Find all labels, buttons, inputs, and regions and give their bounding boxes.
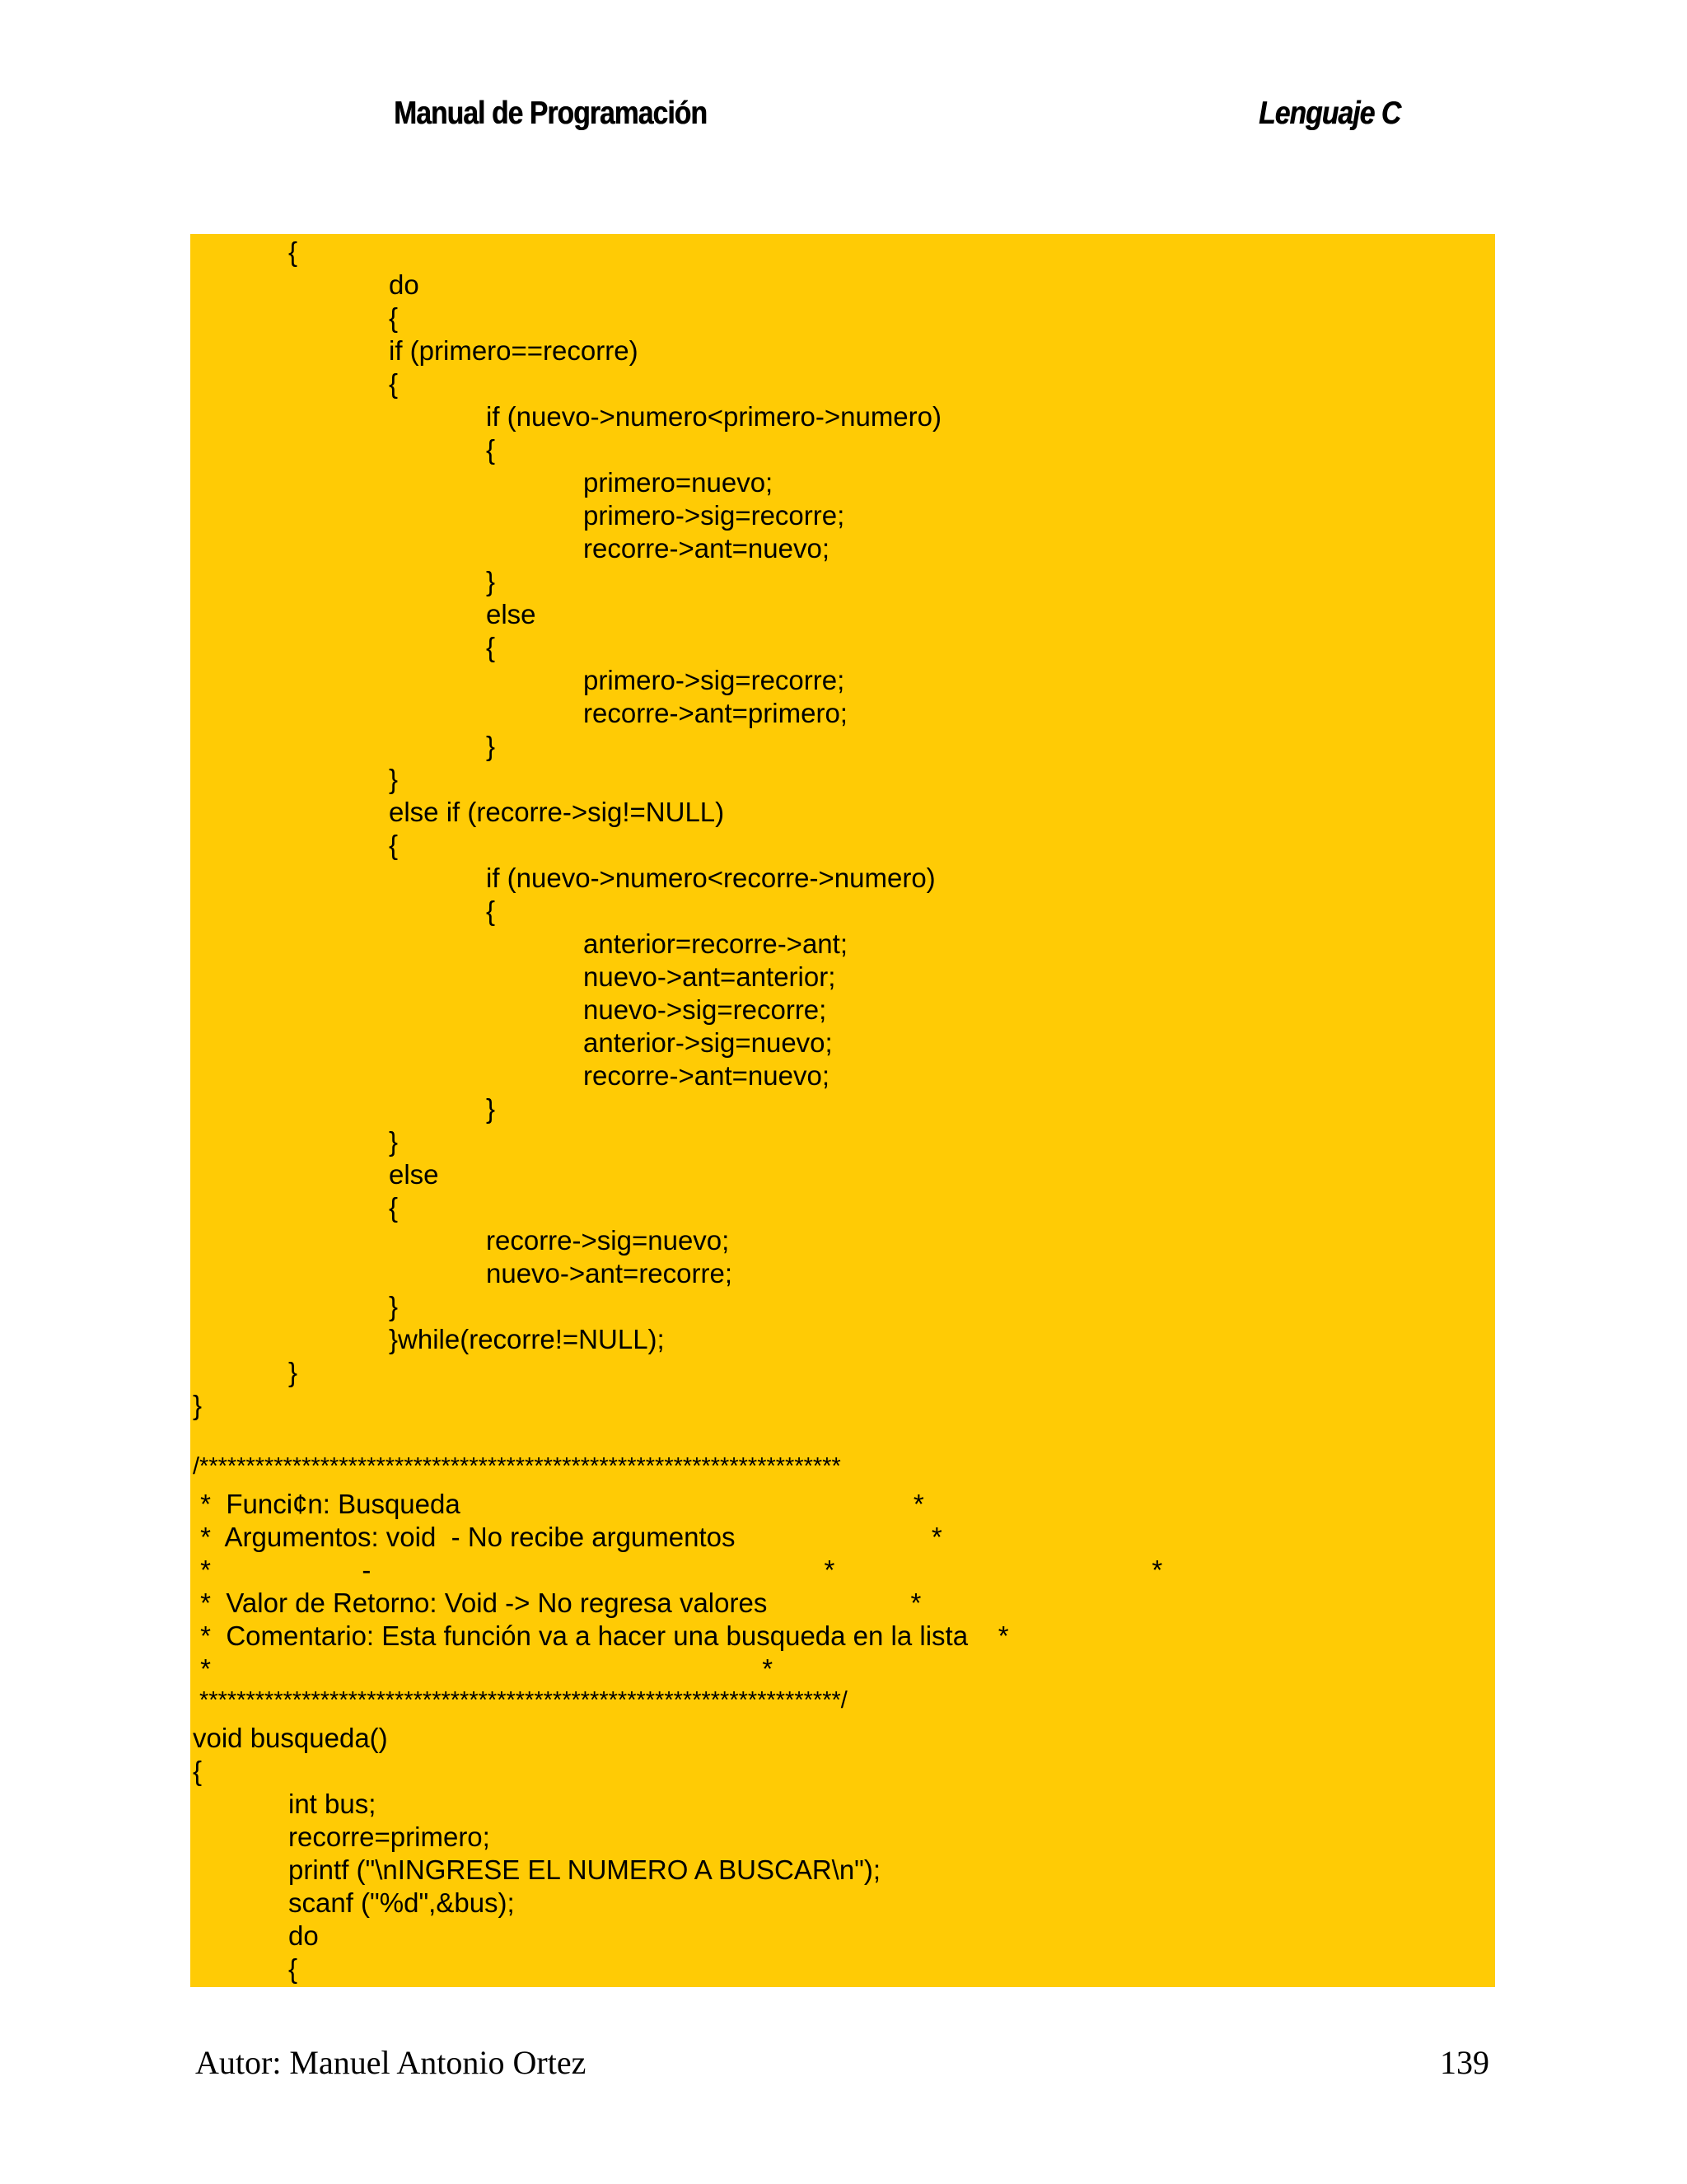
code-line: primero->sig=recorre; <box>583 665 845 695</box>
code-line: { <box>288 1953 298 1984</box>
code-line: *********************************************************************/ <box>193 1687 848 1714</box>
code-line: int bus; <box>288 1789 376 1819</box>
code-line: * * <box>193 1653 773 1684</box>
code-line: { <box>389 1192 399 1223</box>
code-line: else if (recorre->sig!=NULL) <box>389 797 725 827</box>
code-line: do <box>288 1920 319 1951</box>
header-manual-title: Manual de Programación <box>394 96 707 131</box>
code-line: primero->sig=recorre; <box>583 500 845 531</box>
code-line: } <box>486 1093 496 1124</box>
code-line: } <box>389 1291 399 1321</box>
code-line: { <box>486 632 496 662</box>
code-line: if (primero==recorre) <box>389 335 638 366</box>
code-line: nuevo->ant=recorre; <box>486 1258 733 1288</box>
code-line: { <box>486 896 496 926</box>
code-line: * - * * <box>193 1555 1163 1585</box>
code-line: else <box>486 599 536 629</box>
code-line: { <box>288 236 298 267</box>
code-line: printf ("\nINGRESE EL NUMERO A BUSCAR\n"); <box>288 1854 881 1885</box>
code-line: recorre->ant=primero; <box>583 698 848 728</box>
code-line: anterior=recorre->ant; <box>583 928 848 959</box>
code-line: { <box>193 1756 203 1786</box>
code-line: /********************************************************************* <box>193 1453 841 1480</box>
code-line: nuevo->sig=recorre; <box>583 994 827 1025</box>
code-line: { <box>389 830 399 860</box>
footer-author: Autor: Manuel Antonio Ortez <box>195 2044 586 2081</box>
code-line: scanf ("%d",&bus); <box>288 1887 515 1918</box>
code-line: } <box>486 566 496 596</box>
code-line: } <box>486 731 496 761</box>
code-line: { <box>486 434 496 465</box>
code-line: * Valor de Retorno: Void -> No regresa valores * <box>193 1588 922 1618</box>
code-line: if (nuevo->numero<recorre->numero) <box>486 863 936 893</box>
code-line: do <box>389 269 419 300</box>
code-line: nuevo->ant=anterior; <box>583 961 836 992</box>
code-line: recorre->ant=nuevo; <box>583 533 830 564</box>
code-line: recorre=primero; <box>288 1822 490 1852</box>
code-line: { <box>389 302 399 333</box>
code-line: anterior->sig=nuevo; <box>583 1027 833 1058</box>
code-line: { <box>389 368 399 399</box>
code-line: * Comentario: Esta función va a hacer una busqueda en la lista * <box>193 1620 1009 1651</box>
code-line: } <box>193 1390 203 1420</box>
code-line: primero=nuevo; <box>583 467 773 498</box>
code-line: recorre->ant=nuevo; <box>583 1060 830 1091</box>
code-line: recorre->sig=nuevo; <box>486 1225 730 1256</box>
code-line: if (nuevo->numero<primero->numero) <box>486 401 942 432</box>
page-number: 139 <box>1440 2044 1489 2081</box>
code-line: void busqueda() <box>193 1723 388 1753</box>
code-line: } <box>288 1357 298 1387</box>
code-line: * Argumentos: void - No recibe argumentos * <box>193 1522 942 1552</box>
code-line: * Funci¢n: Busqueda * <box>193 1489 924 1519</box>
header-language-title: Lenguaje C <box>1259 96 1401 131</box>
code-line: else <box>389 1159 439 1190</box>
code-line: } <box>389 1126 399 1157</box>
code-line: } <box>389 764 399 794</box>
code-line: }while(recorre!=NULL); <box>389 1324 665 1354</box>
